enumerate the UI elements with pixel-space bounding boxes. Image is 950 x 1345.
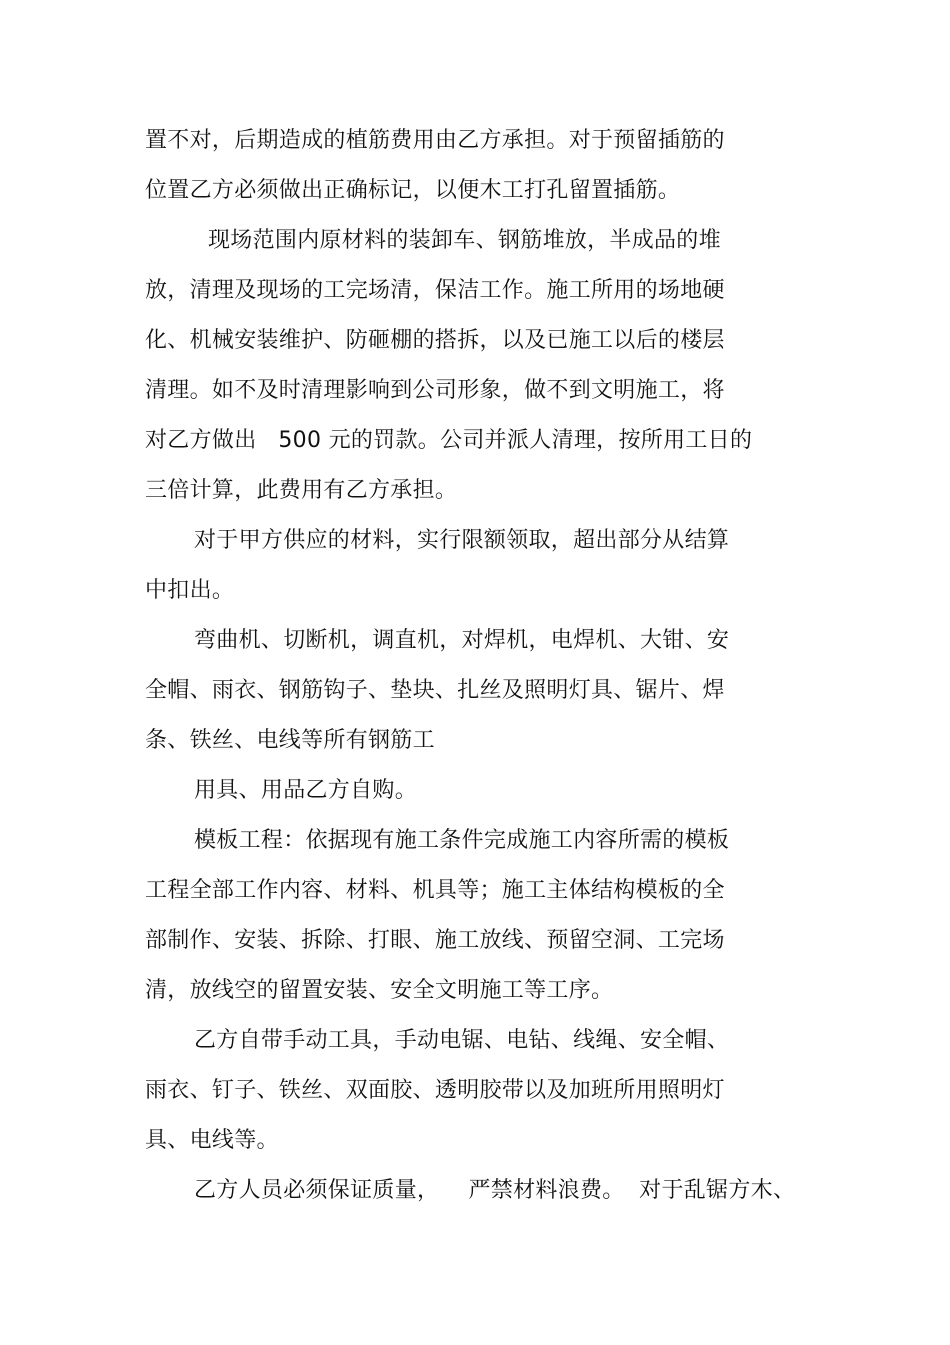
text-line: 三倍计算，此费用有乙方承担。	[145, 478, 458, 503]
text-line: 化、机械安装维护、防砸棚的搭拆，以及已施工以后的楼层	[145, 328, 725, 353]
text-line: 工程全部工作内容、材料、机具等；施工主体结构模板的全	[145, 878, 725, 903]
text-line: 雨衣、钉子、铁丝、双面胶、透明胶带以及加班所用照明灯	[145, 1078, 725, 1103]
text-line: 置不对，后期造成的植筋费用由乙方承担。对于预留插筋的	[145, 128, 725, 153]
text-line: 乙方人员必须保证质量， 严禁材料浪费。 对于乱锯方木、	[194, 1178, 796, 1203]
text-line: 部制作、安装、拆除、打眼、施工放线、预留空洞、工完场	[145, 928, 725, 953]
text-line: 清，放线空的留置安装、安全文明施工等工序。	[145, 978, 614, 1003]
text-line: 具、电线等。	[145, 1128, 279, 1153]
text-line: 用具、用品乙方自购。	[194, 778, 418, 803]
text-line: 全帽、雨衣、钢筋钩子、垫块、扎丝及照明灯具、锯片、焊	[145, 678, 725, 703]
text-line: 对于甲方供应的材料，实行限额领取，超出部分从结算	[194, 528, 730, 553]
text-line: 现场范围内原材料的装卸车、钢筋堆放，半成品的堆	[208, 228, 721, 253]
text-line: 条、铁丝、电线等所有钢筋工	[145, 728, 435, 753]
text-line: 放，清理及现场的工完场清，保洁工作。施工所用的场地硬	[145, 278, 725, 303]
text-line: 中扣出。	[145, 578, 235, 603]
text-line: 对乙方做出 500 元的罚款。公司并派人清理，按所用工日的	[145, 428, 753, 453]
text-line: 清理。如不及时清理影响到公司形象，做不到文明施工，将	[145, 378, 725, 403]
text-line: 位置乙方必须做出正确标记，以便木工打孔留置插筋。	[145, 178, 681, 203]
text-line: 弯曲机、切断机，调直机，对焊机，电焊机、大钳、安	[194, 628, 730, 653]
text-line: 模板工程：依据现有施工条件完成施工内容所需的模板	[194, 828, 730, 853]
text-line: 乙方自带手动工具，手动电锯、电钻、线绳、安全帽、	[194, 1028, 730, 1053]
